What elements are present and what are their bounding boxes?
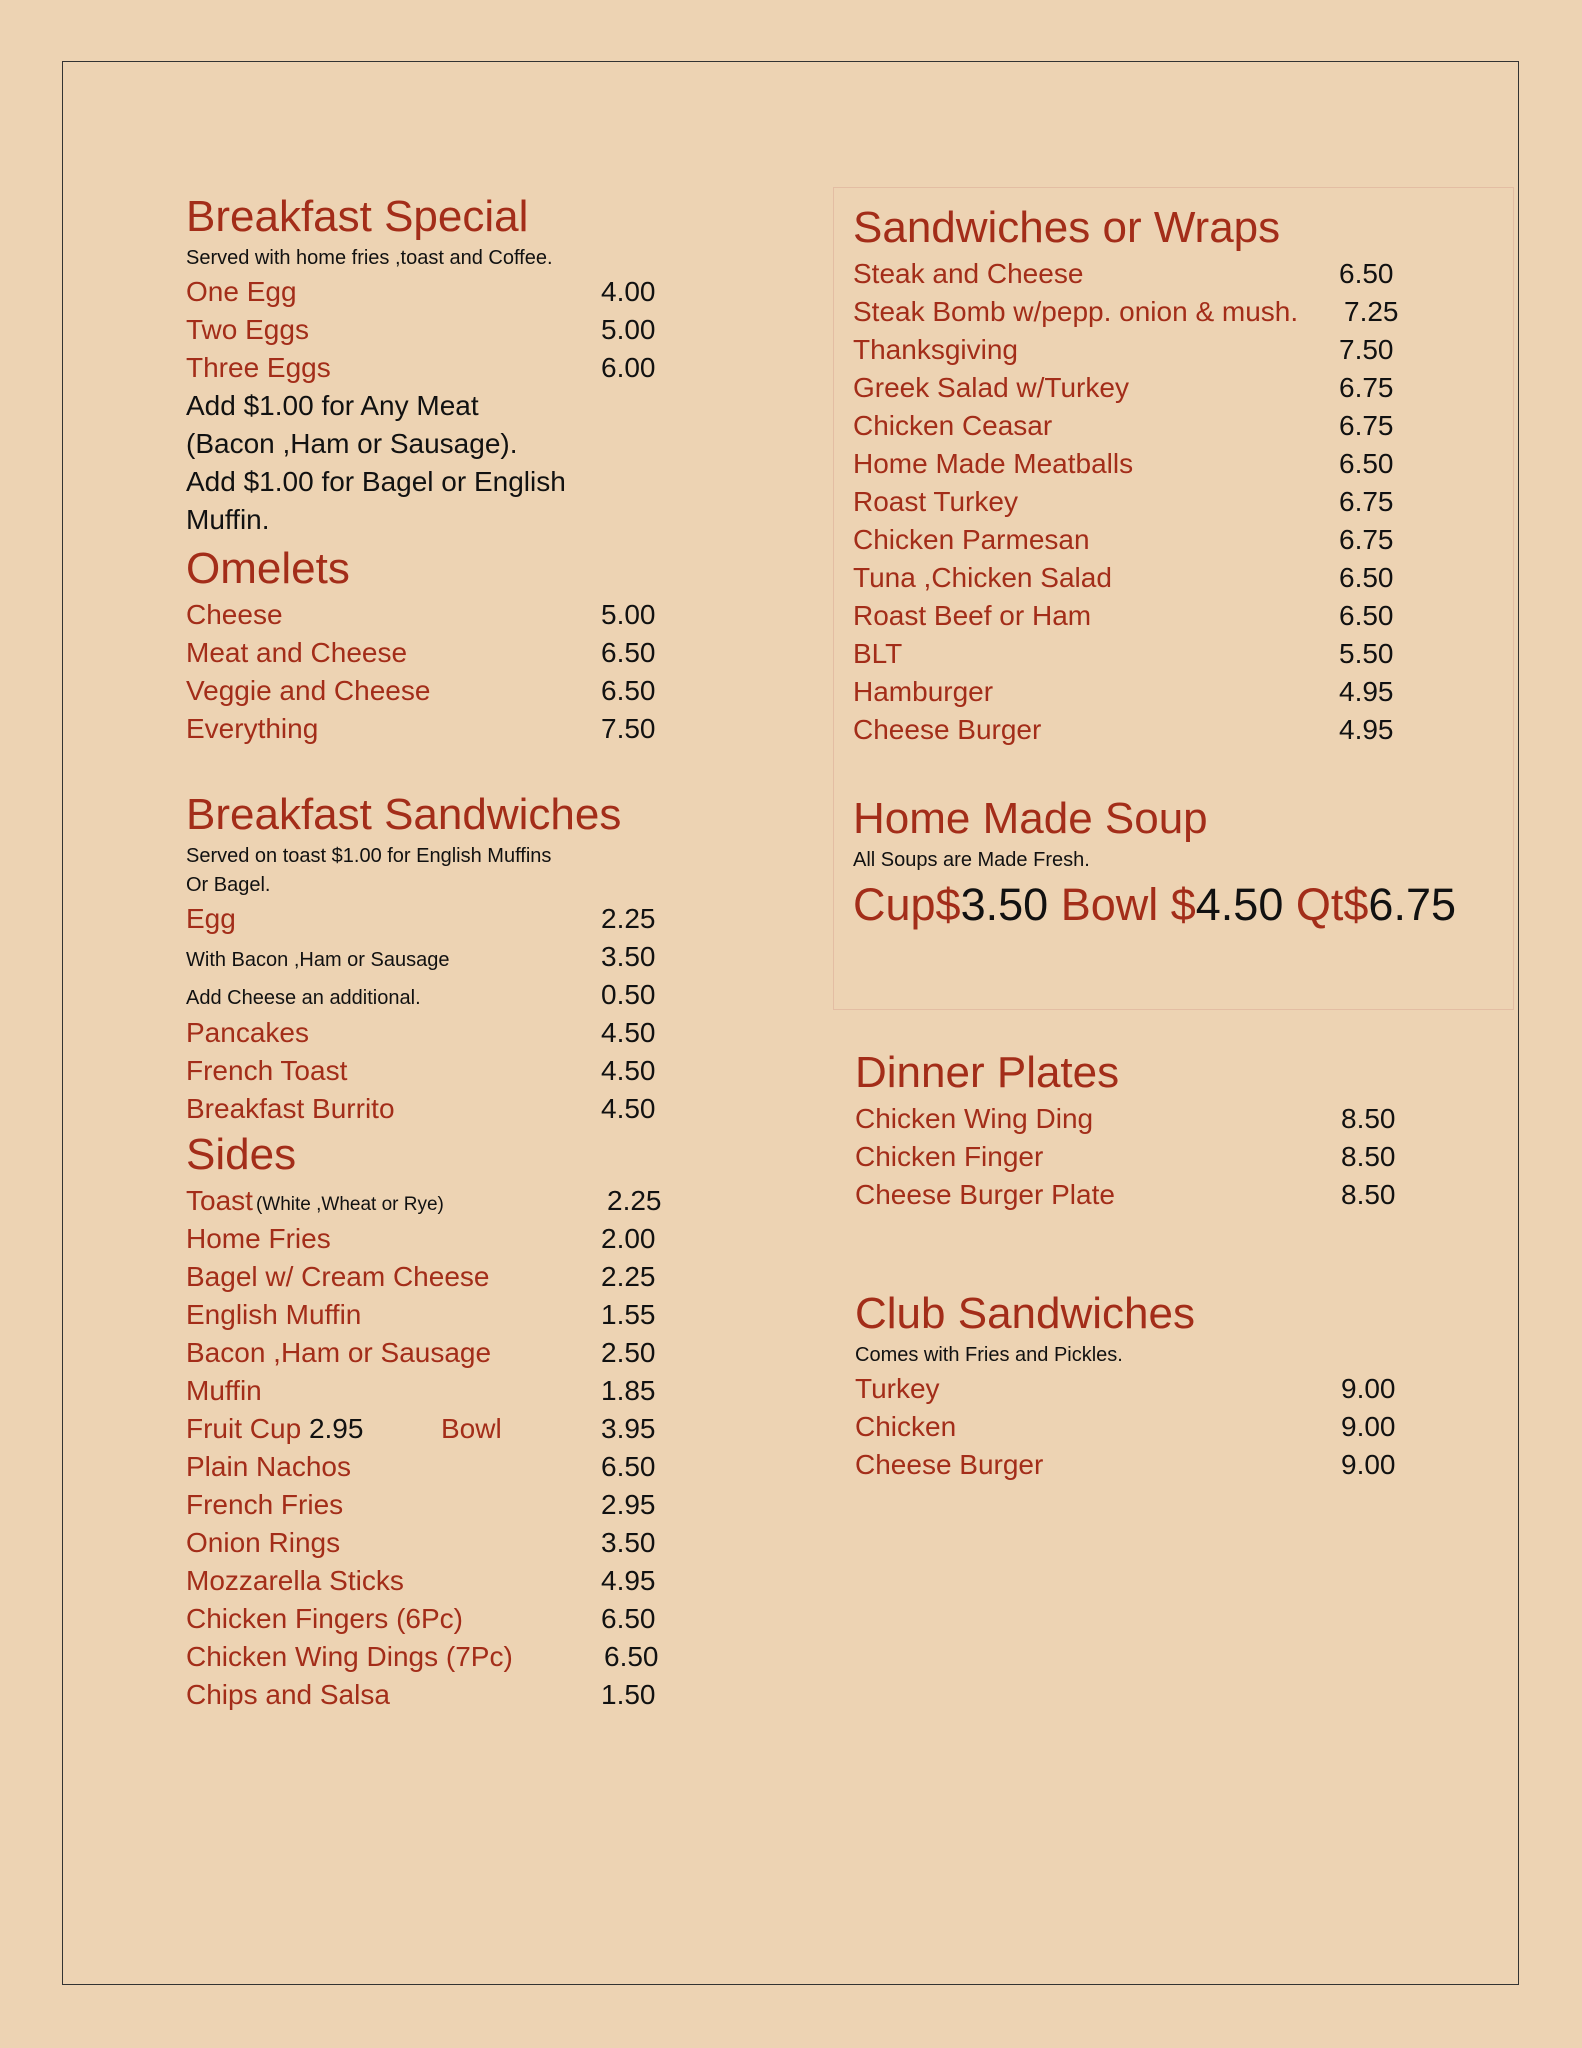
soup-qt-price: 6.75 [1368,879,1457,930]
item-price: 1.50 [601,1679,656,1710]
item-name: Chicken Fingers (6Pc) [186,1603,463,1634]
soup-prices [853,877,1493,933]
menu-item [853,293,1493,331]
menu-item [186,1334,746,1372]
item-name: Onion Rings [186,1527,341,1558]
sandwiches-column [853,201,1493,933]
item-name: French Fries [186,1489,344,1520]
item-price: 3.95 [601,1413,656,1444]
item-price: 9.00 [1341,1411,1396,1442]
menu-item [186,1448,746,1486]
item-price: 1.85 [601,1375,656,1406]
item-name: Meat and Cheese [186,637,408,668]
item-price: 7.25 [1344,296,1399,327]
menu-item [186,1486,746,1524]
item-name: Chicken Wing Dings (7Pc) [186,1641,513,1672]
menu-item [186,1600,746,1638]
menu-item [853,445,1493,483]
item-name: Hamburger [853,676,994,707]
soup-cup-price: 3.50 [960,879,1049,930]
club-title: Club Sandwiches [855,1289,1195,1338]
menu-item [186,311,746,349]
menu-item [186,938,746,976]
item-name: Cheese Burger Plate [855,1179,1115,1210]
menu-item [186,1372,746,1410]
soup-qt-label: Qt$ [1295,879,1369,930]
item-name: Add Cheese an additional. [186,987,421,1009]
item-name: Cheese Burger [853,714,1042,745]
menu-item [186,1090,746,1128]
item-price: 6.50 [601,1451,656,1482]
item-name: Veggie and Cheese [186,675,431,706]
item-price: 4.50 [601,1055,656,1086]
item-price: 6.75 [1339,524,1394,555]
item-name: BLT [853,638,903,669]
sandwiches-title: Sandwiches or Wraps [853,203,1281,252]
menu-item [855,1176,1495,1214]
menu-item [853,597,1493,635]
menu-item [853,407,1493,445]
menu-item [186,596,746,634]
menu-item [855,1408,1495,1446]
item-price: 4.95 [1339,714,1394,745]
breakfast-special-note: Served with home fries ,toast and Coffee. [186,247,553,269]
item-price: 9.00 [1341,1449,1396,1480]
menu-item [186,273,746,311]
club-sandwiches-section [855,1287,1495,1484]
menu-item [186,1052,746,1090]
menu-item [186,976,746,1014]
item-price: 9.00 [1341,1373,1396,1404]
item-price: 6.00 [601,352,656,383]
item-price: 4.95 [601,1565,656,1596]
item-price: 6.75 [1339,486,1394,517]
soup-note: All Soups are Made Fresh. [853,849,1090,871]
breakfast-sandwiches-title: Breakfast Sandwiches [186,790,622,839]
breakfast-sandwiches-note: Or Bagel. [186,874,271,896]
item-name: Home Made Meatballs [853,448,1134,479]
menu-item [186,1524,746,1562]
soup-title: Home Made Soup [853,794,1208,843]
menu-item [855,1100,1495,1138]
item-name: Fruit Cup [186,1413,302,1444]
item-price: 6.50 [1339,448,1394,479]
item-name: Three Eggs [186,352,331,383]
item-name: Chicken Ceasar [853,410,1053,441]
item-price: 2.25 [601,903,656,934]
menu-item [853,521,1493,559]
menu-item [853,635,1493,673]
item-price: 6.50 [1339,600,1394,631]
menu-item [853,483,1493,521]
club-note: Comes with Fries and Pickles. [855,1344,1123,1366]
item-price: 2.25 [601,1261,656,1292]
item-price: 1.55 [601,1299,656,1330]
menu-item [186,1014,746,1052]
item-price: 6.75 [1339,372,1394,403]
menu-item [853,673,1493,711]
item-price: 6.50 [1339,562,1394,593]
item-name: Mozzarella Sticks [186,1565,404,1596]
menu-item [186,1638,746,1676]
menu-item [186,1562,746,1600]
item-name: With Bacon ,Ham or Sausage [186,949,450,971]
item-name: Pancakes [186,1017,309,1048]
addon-line: Add $1.00 for Bagel or English [186,466,566,497]
item-price: 2.25 [607,1185,662,1216]
menu-item [853,255,1493,293]
item-price: 2.50 [601,1337,656,1368]
dinner-title: Dinner Plates [855,1048,1120,1097]
item-name: French Toast [186,1055,348,1086]
item-price: 8.50 [1341,1103,1396,1134]
menu-item-fruit [186,1410,746,1448]
menu-item [186,710,746,748]
item-price: 6.50 [601,637,656,668]
item-name: Tuna ,Chicken Salad [853,562,1112,593]
item-name: Two Eggs [186,314,309,345]
item-name: Chicken Wing Ding [855,1103,1094,1134]
item-name: Cheese Burger [855,1449,1044,1480]
addon-line: Muffin. [186,504,270,535]
item-price: 8.50 [1341,1141,1396,1172]
item-price: 3.50 [601,1527,656,1558]
item-price: 6.75 [1339,410,1394,441]
menu-item [853,331,1493,369]
menu-item [186,1182,746,1220]
item-price: 4.50 [601,1093,656,1124]
menu-item [186,1296,746,1334]
menu-item [186,349,746,387]
menu-item [853,369,1493,407]
item-price: 2.95 [601,1489,656,1520]
omelets-title: Omelets [186,544,350,593]
item-name: Everything [186,713,319,744]
menu-item [186,634,746,672]
item-price: 4.95 [1339,676,1394,707]
menu-item [186,672,746,710]
menu-item [855,1446,1495,1484]
item-price: 5.50 [1339,638,1394,669]
item-price: 5.00 [601,599,656,630]
item-name: Home Fries [186,1223,331,1254]
left-column [186,190,746,1714]
item-name: Egg [186,903,236,934]
fruit-cup-price: 2.95 [308,1413,364,1444]
item-detail: (White ,Wheat or Rye) [255,1194,444,1215]
item-name: Steak Bomb w/pepp. onion & mush. [853,296,1299,327]
item-price: 6.50 [601,675,656,706]
item-name: Chicken Finger [855,1141,1044,1172]
item-name: Thanksgiving [853,334,1018,365]
item-name: Bacon ,Ham or Sausage [186,1337,492,1368]
item-name: Turkey [855,1373,940,1404]
addon-line: (Bacon ,Ham or Sausage). [186,428,518,459]
menu-item [853,711,1493,749]
item-price: 7.50 [1339,334,1394,365]
breakfast-sandwiches-note: Served on toast $1.00 for English Muffins [186,845,552,867]
item-price: 0.50 [601,979,656,1010]
item-price: 4.50 [601,1017,656,1048]
menu-item [186,1676,746,1714]
item-price: 6.50 [1339,258,1394,289]
item-name: Greek Salad w/Turkey [853,372,1129,403]
item-price: 4.00 [601,276,656,307]
menu-item [186,900,746,938]
item-price: 8.50 [1341,1179,1396,1210]
item-price: 7.50 [601,713,656,744]
item-name: Chicken Parmesan [853,524,1090,555]
addon-line: Add $1.00 for Any Meat [186,390,479,421]
item-name: Cheese [186,599,283,630]
item-name: Toast [186,1185,253,1216]
item-name: Bagel w/ Cream Cheese [186,1261,490,1292]
soup-bowl-price: 4.50 [1195,879,1284,930]
dinner-plates-section [855,1046,1495,1214]
item-name: English Muffin [186,1299,362,1330]
breakfast-special-title: Breakfast Special [186,192,529,241]
item-name: Chips and Salsa [186,1679,390,1710]
item-name: Steak and Cheese [853,258,1084,289]
item-name: Chicken [855,1411,957,1442]
item-name: Muffin [186,1375,262,1406]
item-name: Breakfast Burrito [186,1093,395,1124]
item-price: 3.50 [601,941,656,972]
sides-title: Sides [186,1130,297,1179]
item-price: 6.50 [601,1603,656,1634]
menu-item [853,559,1493,597]
soup-bowl-label: Bowl $ [1060,879,1196,930]
menu-item [186,1258,746,1296]
item-name: One Egg [186,276,297,307]
item-price: 6.50 [604,1641,659,1672]
fruit-bowl-label: Bowl [441,1413,502,1444]
item-name: Roast Beef or Ham [853,600,1092,631]
menu-item [855,1370,1495,1408]
soup-cup-label: Cup$ [853,879,961,930]
item-price: 5.00 [601,314,656,345]
menu-item [855,1138,1495,1176]
item-name: Roast Turkey [853,486,1018,517]
menu-item [186,1220,746,1258]
item-name: Plain Nachos [186,1451,351,1482]
item-price: 2.00 [601,1223,656,1254]
